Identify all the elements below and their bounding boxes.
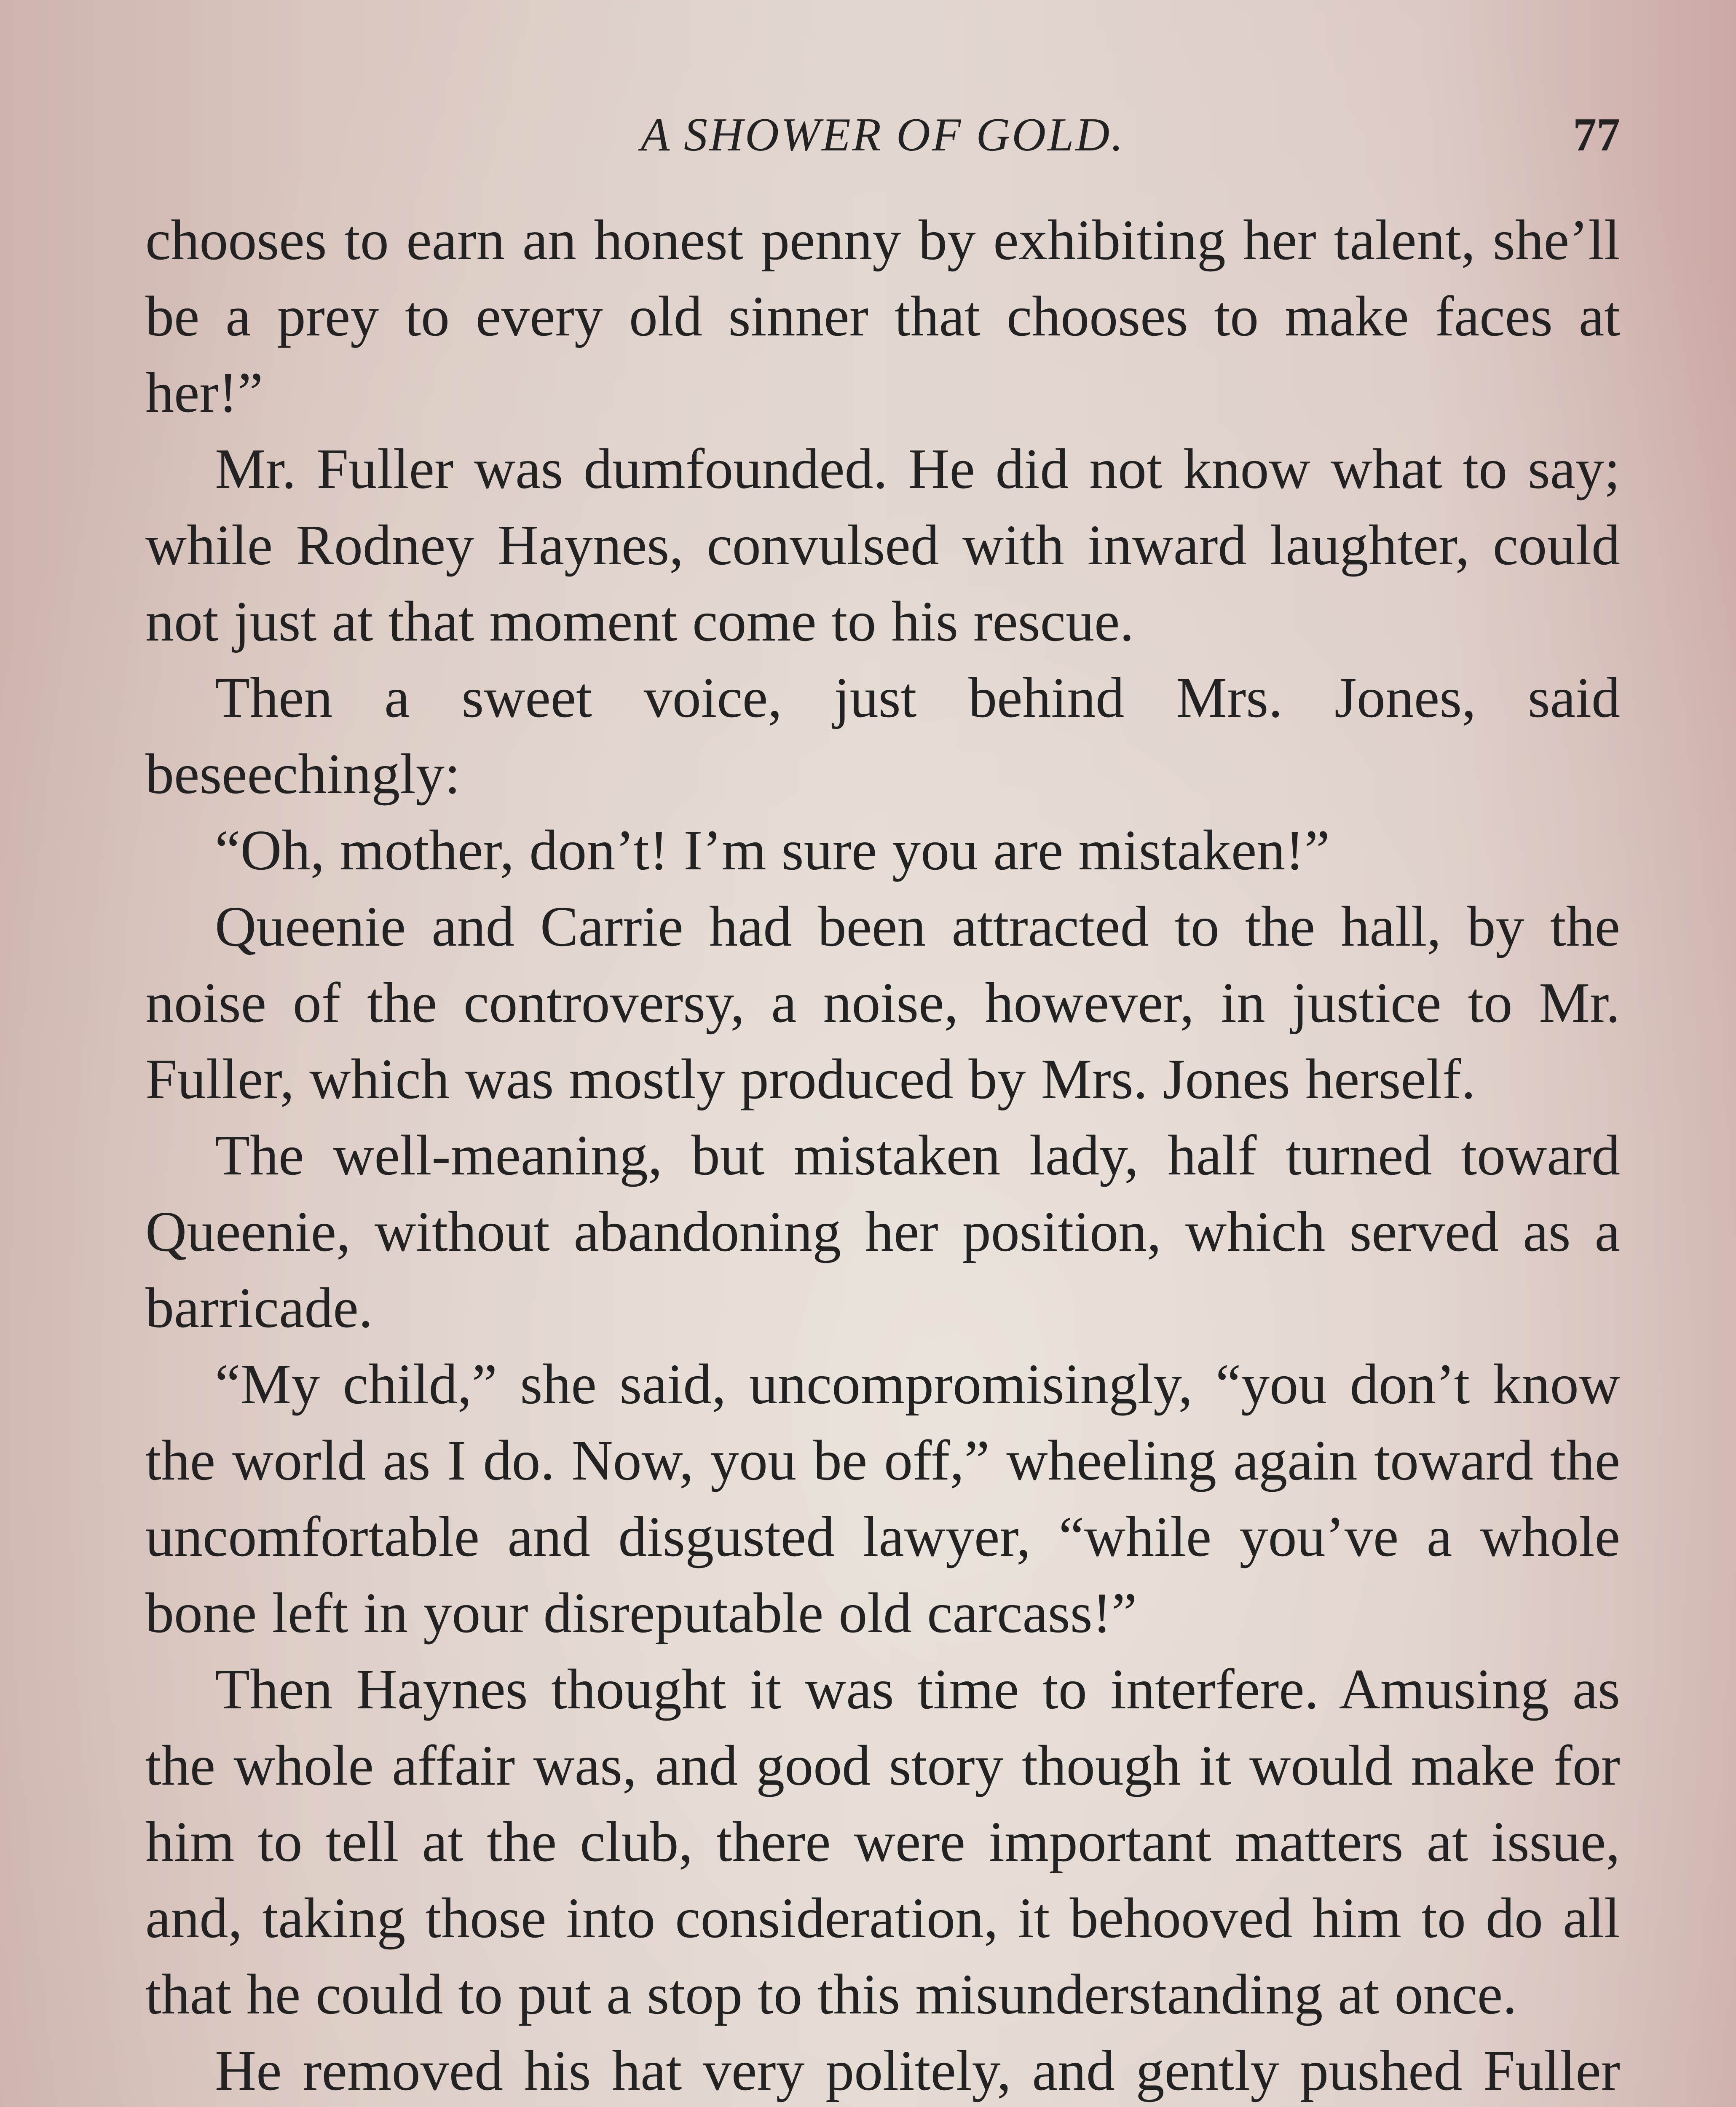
paragraph: Mr. Fuller was dumfounded. He did not know what to say; while Rodney Haynes, convulsed with inward laughter, could not just at that moment come to his rescue. — [145, 437, 1620, 653]
page-header — [145, 93, 1620, 177]
running-title: A SHOWER OF GOLD. — [640, 109, 1125, 161]
paragraph: chooses to earn an honest penny by exhibiting her talent, she’ll be a prey to every old sinner that chooses to make faces at her!” — [145, 209, 1620, 424]
paragraph: The well-meaning, but mistaken lady, half turned toward Queenie, without abandoning her position, which served as a barricade. — [145, 1124, 1620, 1340]
paragraph: Then a sweet voice, just behind Mrs. Jones, said beseechingly: — [145, 666, 1620, 806]
page-number: 77 — [1573, 109, 1620, 161]
paragraph: He removed his hat very politely, and gently pushed Fuller — [215, 2039, 1620, 2102]
paragraph: “My child,” she said, uncompromisingly, “you don’t know the world as I do. Now, you be off,” wheeling again toward the uncomfortable and disgusted lawyer, “while you’ve a whole bone left in your disreputable old carcass!” — [145, 1353, 1620, 1645]
body-text — [145, 202, 1620, 2107]
paragraph: Queenie and Carrie had been attracted to the hall, by the noise of the controversy, a noise, however, in justice to Mr. Fuller, which was mostly produced by Mrs. Jones herself. — [145, 895, 1620, 1111]
paragraph: “Oh, mother, don’t! I’m sure you are mistaken!” — [215, 819, 1330, 882]
paragraph: Then Haynes thought it was time to interfere. Amusing as the whole affair was, and good story though it would make for him to tell at the club, there were important matters at issue, and, taking those into consideration, it behooved him to do all that he could to put a stop to this misunderstanding at once. — [145, 1658, 1620, 2026]
